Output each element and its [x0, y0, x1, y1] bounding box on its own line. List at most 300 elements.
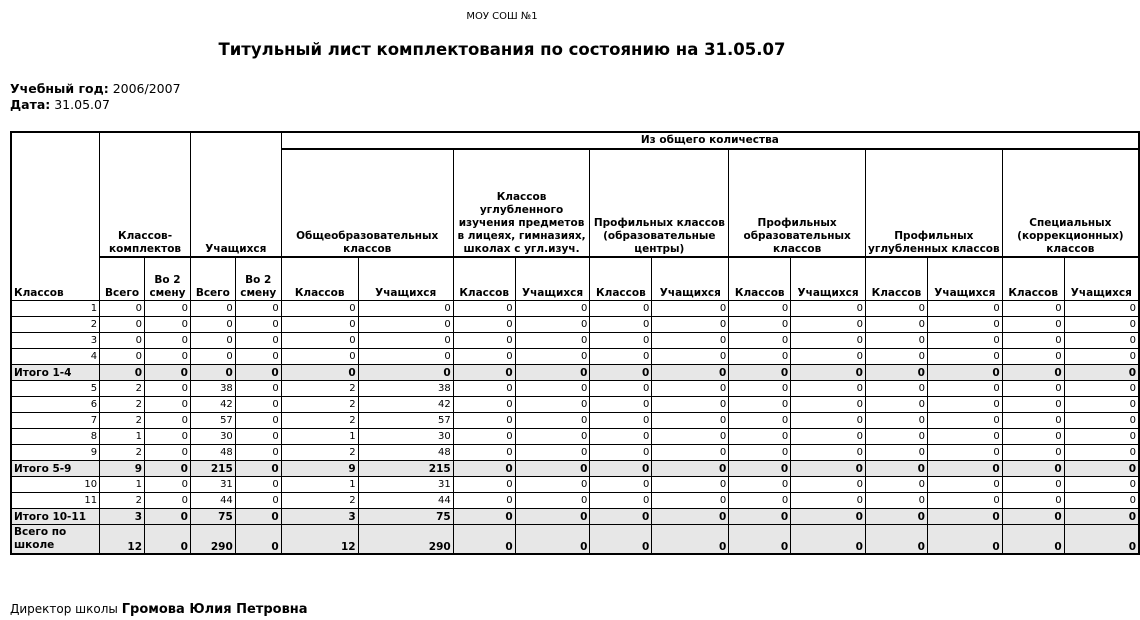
- table-cell: 0: [791, 317, 866, 333]
- table-total-row: [11, 365, 1139, 381]
- table-cell: 0: [729, 349, 791, 365]
- table-cell: 0: [145, 445, 191, 461]
- table-cell: 0: [515, 477, 590, 493]
- table-cell: 0: [281, 365, 358, 381]
- director-name: Громова Юлия Петровна: [121, 602, 308, 617]
- table-cell: 2: [281, 493, 358, 509]
- table-cell: 0: [145, 349, 191, 365]
- school-name: МОУ СОШ №1: [466, 11, 538, 22]
- table-cell: 0: [927, 397, 1002, 413]
- table-cell: 0: [729, 381, 791, 397]
- table-cell: 215: [358, 461, 453, 477]
- table-cell: 48: [190, 445, 235, 461]
- table-cell: 0: [729, 317, 791, 333]
- table-cell: 0: [190, 301, 235, 317]
- table-cell: 0: [145, 413, 191, 429]
- table-cell: 0: [145, 477, 191, 493]
- table-cell: 0: [190, 333, 235, 349]
- table-cell: 0: [590, 301, 652, 317]
- table-cell: 0: [453, 461, 515, 477]
- col-header-classes: Классов: [11, 132, 100, 301]
- table-cell: 0: [791, 413, 866, 429]
- table-cell: 0: [1064, 381, 1139, 397]
- subheader-students: Учащихся: [515, 257, 590, 301]
- table-cell: 0: [100, 317, 145, 333]
- table-cell: 0: [1064, 509, 1139, 525]
- subheader-classes: Классов: [865, 257, 927, 301]
- table-cell: 0: [791, 381, 866, 397]
- academic-year-label: Учебный год:: [10, 81, 109, 96]
- table-cell: 290: [190, 525, 235, 555]
- table-cell: 0: [453, 509, 515, 525]
- table-cell: 0: [1064, 365, 1139, 381]
- col-header-students: Учащихся: [190, 132, 281, 257]
- table-cell: 0: [145, 381, 191, 397]
- table-cell: 0: [927, 381, 1002, 397]
- table-cell: 0: [729, 333, 791, 349]
- table-total-row: [11, 525, 1139, 555]
- table-row: [11, 301, 1139, 317]
- table-cell: 0: [145, 333, 191, 349]
- table-cell: 0: [358, 317, 453, 333]
- page-title: Титульный лист комплектования по состоянию на 31.05.07: [218, 40, 786, 59]
- table-cell: 0: [1002, 445, 1064, 461]
- table-cell: 0: [865, 381, 927, 397]
- table-cell: 1: [100, 429, 145, 445]
- table-cell: 44: [190, 493, 235, 509]
- table-cell: 0: [453, 333, 515, 349]
- table-cell: 0: [358, 349, 453, 365]
- director-label: Директор школы: [10, 602, 118, 616]
- table-cell: 0: [652, 349, 729, 365]
- table-cell: 0: [791, 365, 866, 381]
- table-cell: 0: [652, 413, 729, 429]
- table-cell: 0: [652, 429, 729, 445]
- table-cell: 0: [590, 333, 652, 349]
- table-cell: 0: [453, 525, 515, 555]
- table-cell: 0: [235, 317, 281, 333]
- row-label: 1: [11, 301, 100, 317]
- table-cell: 0: [1002, 333, 1064, 349]
- table-cell: 0: [100, 301, 145, 317]
- table-cell: 0: [590, 445, 652, 461]
- subheader-students: Учащихся: [927, 257, 1002, 301]
- table-cell: 0: [515, 381, 590, 397]
- table-cell: 0: [729, 445, 791, 461]
- table-cell: 0: [865, 525, 927, 555]
- table-cell: 0: [515, 445, 590, 461]
- subheader-total: Всего: [100, 257, 145, 301]
- table-cell: 0: [865, 349, 927, 365]
- table-cell: 0: [865, 493, 927, 509]
- table-cell: 0: [590, 413, 652, 429]
- table-cell: 30: [358, 429, 453, 445]
- academic-year: [10, 81, 181, 96]
- table-cell: 0: [590, 317, 652, 333]
- table-total-row: [11, 509, 1139, 525]
- table-cell: 0: [865, 301, 927, 317]
- row-label: Всего по школе: [11, 525, 100, 555]
- table-cell: 0: [1064, 349, 1139, 365]
- subheader-classes: Классов: [281, 257, 358, 301]
- table-cell: 0: [865, 477, 927, 493]
- table-cell: 0: [652, 365, 729, 381]
- table-cell: 0: [652, 477, 729, 493]
- table-cell: 0: [145, 493, 191, 509]
- table-cell: 0: [652, 493, 729, 509]
- table-cell: 0: [358, 301, 453, 317]
- table-row: [11, 333, 1139, 349]
- table-cell: 0: [1064, 429, 1139, 445]
- director-signature: [10, 602, 308, 617]
- col-header-profile-adv: Профильных углубленных классов: [865, 149, 1002, 257]
- table-cell: 3: [100, 509, 145, 525]
- table-cell: 0: [190, 317, 235, 333]
- table-cell: 75: [358, 509, 453, 525]
- table-cell: 1: [100, 477, 145, 493]
- table-row: [11, 413, 1139, 429]
- table-cell: 0: [453, 429, 515, 445]
- table-cell: 0: [281, 301, 358, 317]
- table-cell: 2: [100, 493, 145, 509]
- table-cell: 0: [235, 461, 281, 477]
- table-cell: 0: [791, 429, 866, 445]
- table-cell: 0: [515, 333, 590, 349]
- table-row: [11, 349, 1139, 365]
- table-cell: 42: [190, 397, 235, 413]
- row-label: 5: [11, 381, 100, 397]
- table-cell: 38: [190, 381, 235, 397]
- table-cell: 0: [453, 445, 515, 461]
- table-cell: 0: [1002, 317, 1064, 333]
- table-cell: 0: [1064, 493, 1139, 509]
- table-cell: 2: [100, 413, 145, 429]
- table-cell: 0: [791, 445, 866, 461]
- table-cell: 0: [281, 333, 358, 349]
- table-cell: 0: [453, 413, 515, 429]
- table-cell: 0: [145, 525, 191, 555]
- table-cell: 0: [1064, 317, 1139, 333]
- table-cell: 0: [145, 397, 191, 413]
- table-cell: 0: [515, 493, 590, 509]
- table-cell: 0: [865, 413, 927, 429]
- table-cell: 0: [590, 461, 652, 477]
- subheader-classes: Классов: [729, 257, 791, 301]
- col-header-general: Общеобразовательных классов: [281, 149, 453, 257]
- table-cell: 0: [865, 317, 927, 333]
- table-cell: 0: [358, 365, 453, 381]
- table-cell: 1: [281, 477, 358, 493]
- table-cell: 0: [927, 413, 1002, 429]
- academic-year-value: 2006/2007: [112, 81, 181, 96]
- table-cell: 0: [865, 445, 927, 461]
- table-cell: 9: [100, 461, 145, 477]
- table-cell: 0: [791, 333, 866, 349]
- subheader-students: Учащихся: [358, 257, 453, 301]
- row-label: 3: [11, 333, 100, 349]
- row-label: 10: [11, 477, 100, 493]
- table-cell: 290: [358, 525, 453, 555]
- table-cell: 0: [590, 349, 652, 365]
- table-cell: 0: [590, 477, 652, 493]
- table-cell: 0: [652, 525, 729, 555]
- table-cell: 0: [515, 509, 590, 525]
- report-table-wrapper: [10, 131, 1140, 555]
- report-table: [10, 131, 1140, 555]
- table-cell: 0: [1002, 365, 1064, 381]
- table-cell: 0: [729, 509, 791, 525]
- table-cell: 0: [235, 525, 281, 555]
- table-row: [11, 493, 1139, 509]
- table-row: [11, 381, 1139, 397]
- table-cell: 0: [235, 381, 281, 397]
- table-cell: 0: [453, 301, 515, 317]
- table-cell: 2: [281, 445, 358, 461]
- table-cell: 0: [145, 509, 191, 525]
- table-cell: 0: [515, 349, 590, 365]
- table-cell: 2: [281, 381, 358, 397]
- table-cell: 0: [927, 349, 1002, 365]
- table-cell: 48: [358, 445, 453, 461]
- subheader-classes: Классов: [590, 257, 652, 301]
- table-cell: 0: [235, 301, 281, 317]
- table-cell: 0: [1002, 493, 1064, 509]
- row-label: Итого 1-4: [11, 365, 100, 381]
- table-cell: 0: [1002, 525, 1064, 555]
- table-cell: 0: [235, 493, 281, 509]
- table-cell: 0: [100, 333, 145, 349]
- table-cell: 0: [652, 445, 729, 461]
- table-cell: 0: [235, 397, 281, 413]
- table-cell: 12: [281, 525, 358, 555]
- table-cell: 0: [235, 333, 281, 349]
- table-cell: 0: [927, 365, 1002, 381]
- table-cell: 57: [190, 413, 235, 429]
- table-cell: 0: [590, 365, 652, 381]
- table-row: [11, 397, 1139, 413]
- table-cell: 0: [145, 461, 191, 477]
- table-cell: 0: [235, 477, 281, 493]
- row-label: 2: [11, 317, 100, 333]
- table-cell: 0: [865, 365, 927, 381]
- table-cell: 0: [927, 509, 1002, 525]
- table-cell: 0: [791, 509, 866, 525]
- table-cell: 0: [190, 349, 235, 365]
- table-cell: 2: [281, 397, 358, 413]
- report-table-body: [11, 301, 1139, 555]
- table-cell: 2: [100, 445, 145, 461]
- table-cell: 0: [235, 445, 281, 461]
- table-cell: 0: [145, 365, 191, 381]
- table-cell: 0: [590, 525, 652, 555]
- table-cell: 0: [453, 493, 515, 509]
- table-cell: 0: [652, 397, 729, 413]
- row-label: 9: [11, 445, 100, 461]
- table-cell: 0: [515, 365, 590, 381]
- table-cell: 0: [590, 429, 652, 445]
- table-cell: 0: [1002, 301, 1064, 317]
- table-cell: 0: [729, 429, 791, 445]
- col-header-special: Специальных (коррекционных) классов: [1002, 149, 1139, 257]
- table-cell: 0: [729, 477, 791, 493]
- table-cell: 0: [590, 493, 652, 509]
- table-cell: 30: [190, 429, 235, 445]
- table-cell: 215: [190, 461, 235, 477]
- table-cell: 0: [1064, 525, 1139, 555]
- table-cell: 0: [1002, 477, 1064, 493]
- table-cell: 0: [791, 349, 866, 365]
- table-cell: 0: [515, 429, 590, 445]
- table-cell: 0: [235, 413, 281, 429]
- table-cell: 0: [190, 365, 235, 381]
- table-cell: 0: [927, 333, 1002, 349]
- table-cell: 0: [1064, 301, 1139, 317]
- table-cell: 0: [1064, 413, 1139, 429]
- table-cell: 0: [652, 333, 729, 349]
- table-cell: 0: [1064, 397, 1139, 413]
- table-cell: 0: [1064, 461, 1139, 477]
- table-cell: 0: [453, 381, 515, 397]
- row-label: 7: [11, 413, 100, 429]
- table-cell: 0: [865, 461, 927, 477]
- table-cell: 0: [100, 365, 145, 381]
- subheader-classes: Классов: [453, 257, 515, 301]
- table-cell: 0: [590, 509, 652, 525]
- subheader-total: Всего: [190, 257, 235, 301]
- table-cell: 0: [1064, 477, 1139, 493]
- table-cell: 31: [190, 477, 235, 493]
- table-cell: 0: [358, 333, 453, 349]
- table-cell: 0: [235, 509, 281, 525]
- table-cell: 38: [358, 381, 453, 397]
- table-cell: 31: [358, 477, 453, 493]
- table-cell: 0: [652, 381, 729, 397]
- subheader-students: Учащихся: [1064, 257, 1139, 301]
- table-cell: 0: [453, 317, 515, 333]
- table-row: [11, 477, 1139, 493]
- table-cell: 0: [1002, 429, 1064, 445]
- group-header: Из общего количества: [281, 132, 1139, 149]
- table-cell: 0: [865, 509, 927, 525]
- table-cell: 0: [927, 493, 1002, 509]
- table-cell: 0: [590, 381, 652, 397]
- table-cell: 0: [729, 301, 791, 317]
- table-cell: 0: [453, 349, 515, 365]
- table-cell: 0: [515, 525, 590, 555]
- subheader-classes: Классов: [1002, 257, 1064, 301]
- report-date-label: Дата:: [10, 97, 51, 112]
- table-cell: 0: [927, 461, 1002, 477]
- table-cell: 9: [281, 461, 358, 477]
- table-cell: 0: [515, 301, 590, 317]
- table-cell: 0: [1064, 445, 1139, 461]
- table-cell: 0: [927, 477, 1002, 493]
- table-cell: 0: [515, 397, 590, 413]
- table-cell: 0: [865, 333, 927, 349]
- table-cell: 44: [358, 493, 453, 509]
- row-label: 11: [11, 493, 100, 509]
- table-cell: 0: [791, 493, 866, 509]
- table-cell: 0: [515, 317, 590, 333]
- subheader-students: Учащихся: [791, 257, 866, 301]
- table-cell: 0: [791, 397, 866, 413]
- table-cell: 2: [281, 413, 358, 429]
- table-cell: 0: [652, 509, 729, 525]
- table-cell: 0: [729, 365, 791, 381]
- table-cell: 0: [145, 301, 191, 317]
- table-cell: 2: [100, 397, 145, 413]
- table-cell: 0: [729, 493, 791, 509]
- table-cell: 0: [1002, 349, 1064, 365]
- table-cell: 0: [145, 317, 191, 333]
- table-row: [11, 317, 1139, 333]
- row-label: Итого 5-9: [11, 461, 100, 477]
- table-cell: 3: [281, 509, 358, 525]
- table-cell: 0: [729, 413, 791, 429]
- table-total-row: [11, 461, 1139, 477]
- subheader-shift2: Во 2 смену: [145, 257, 191, 301]
- table-row: [11, 429, 1139, 445]
- table-cell: 0: [927, 429, 1002, 445]
- table-cell: 75: [190, 509, 235, 525]
- table-cell: 0: [927, 525, 1002, 555]
- table-cell: 1: [281, 429, 358, 445]
- table-cell: 0: [1002, 397, 1064, 413]
- col-header-profile-centers: Профильных классов (образовательные центры): [590, 149, 729, 257]
- table-cell: 0: [729, 461, 791, 477]
- report-date: [10, 97, 110, 112]
- table-cell: 0: [281, 349, 358, 365]
- subheader-shift2: Во 2 смену: [235, 257, 281, 301]
- subheader-students: Учащихся: [652, 257, 729, 301]
- table-cell: 0: [145, 429, 191, 445]
- report-date-value: 31.05.07: [54, 97, 110, 112]
- table-cell: 0: [235, 429, 281, 445]
- table-cell: 0: [515, 413, 590, 429]
- table-cell: 0: [453, 397, 515, 413]
- table-cell: 0: [453, 477, 515, 493]
- table-cell: 0: [515, 461, 590, 477]
- table-cell: 0: [1002, 461, 1064, 477]
- table-cell: 0: [1002, 381, 1064, 397]
- table-cell: 0: [652, 461, 729, 477]
- table-cell: 2: [100, 381, 145, 397]
- table-cell: 0: [281, 317, 358, 333]
- table-cell: 0: [791, 461, 866, 477]
- table-cell: 0: [1002, 509, 1064, 525]
- row-label: 8: [11, 429, 100, 445]
- row-label: 4: [11, 349, 100, 365]
- table-cell: 0: [729, 525, 791, 555]
- table-cell: 0: [652, 301, 729, 317]
- row-label: 6: [11, 397, 100, 413]
- table-row: [11, 445, 1139, 461]
- col-header-advanced: Классов углубленного изучения предметов в лицеях, гимназиях, школах с угл.изуч.: [453, 149, 590, 257]
- table-cell: 0: [100, 349, 145, 365]
- table-cell: 0: [927, 301, 1002, 317]
- table-cell: 0: [235, 349, 281, 365]
- col-header-profile-edu: Профильных образовательных классов: [729, 149, 866, 257]
- table-cell: 0: [927, 317, 1002, 333]
- table-cell: 0: [865, 429, 927, 445]
- table-cell: 42: [358, 397, 453, 413]
- table-cell: 12: [100, 525, 145, 555]
- table-cell: 0: [791, 477, 866, 493]
- table-cell: 0: [791, 525, 866, 555]
- table-cell: 0: [865, 397, 927, 413]
- row-label: Итого 10-11: [11, 509, 100, 525]
- col-header-kit-classes: Классов-комплектов: [100, 132, 191, 257]
